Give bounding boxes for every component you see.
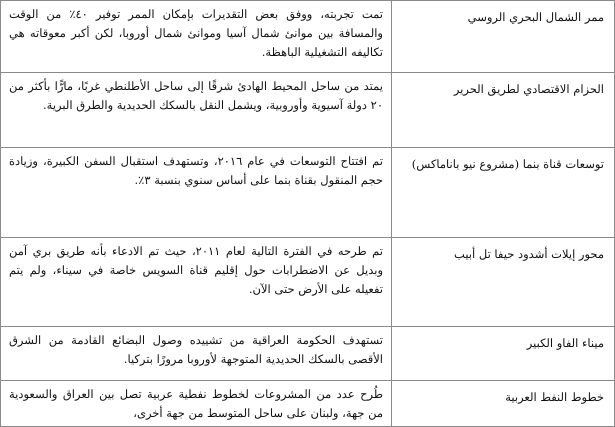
project-description-cell: تم افتتاح التوسعات في عام ٢٠١٦، وتستهدف استقبال السفن الكبيرة، وزيادة حجم المنقول بقناة بنما على أساس سنوي بنسبة ٣٪. [1,148,392,238]
table-row [1,1,615,73]
project-description-cell: طُرح عدد من المشروعات لخطوط نفطية عربية تصل بين العراق والسعودية من جهة، ولبنان على ساحل المتوسط من جهة أخرى، [1,381,392,427]
project-name-cell: توسعات قناة بنما (مشروع نيو باناماكس) [392,148,615,238]
project-name-cell: ممر الشمال البحري الروسي [392,1,615,73]
table-row [1,381,615,427]
project-name-cell: محور إيلات أشدود حيفا تل أبيب [392,238,615,327]
project-name-cell: خطوط النفط العربية [392,381,615,427]
table-row [1,327,615,381]
project-description-cell: تمت تجربته، ووفق بعض التقديرات بإمكان الممر توفير ٤٠٪ من الوقت والمسافة بين موانئ شمال آسيا وموانئ شمال أوروبا، لكن أكبر معوقاته هي تكاليفه التشغيلية الباهظة. [1,1,392,73]
project-description-cell: يمتد من ساحل المحيط الهادئ شرقًا إلى ساحل الأطلنطي غربًا، مارًّا بأكثر من ٢٠ دولة آسيوية وأوروبية، ويشمل النقل بالسكك الحديدية والطرق البرية. [1,73,392,148]
table-row [1,73,615,148]
project-description-cell: تم طرحه في الفترة التالية لعام ٢٠١١، حيث تم الادعاء بأنه طريق بري آمن وبديل عن الاضطرابات حول إقليم قناة السويس خاصة في سيناء، ولم يتم تفعيله على الأرض حتى الآن. [1,238,392,327]
project-description-cell: تستهدف الحكومة العراقية من تشييده وصول البضائع القادمة من الشرق الأقصى بالسكك الحديدية المتوجهة لأوروبا مرورًا بتركيا. [1,327,392,381]
project-name-cell: ميناء الفاو الكبير [392,327,615,381]
project-name-cell: الحزام الاقتصادي لطريق الحرير [392,73,615,148]
table-row [1,148,615,238]
table-row [1,238,615,327]
